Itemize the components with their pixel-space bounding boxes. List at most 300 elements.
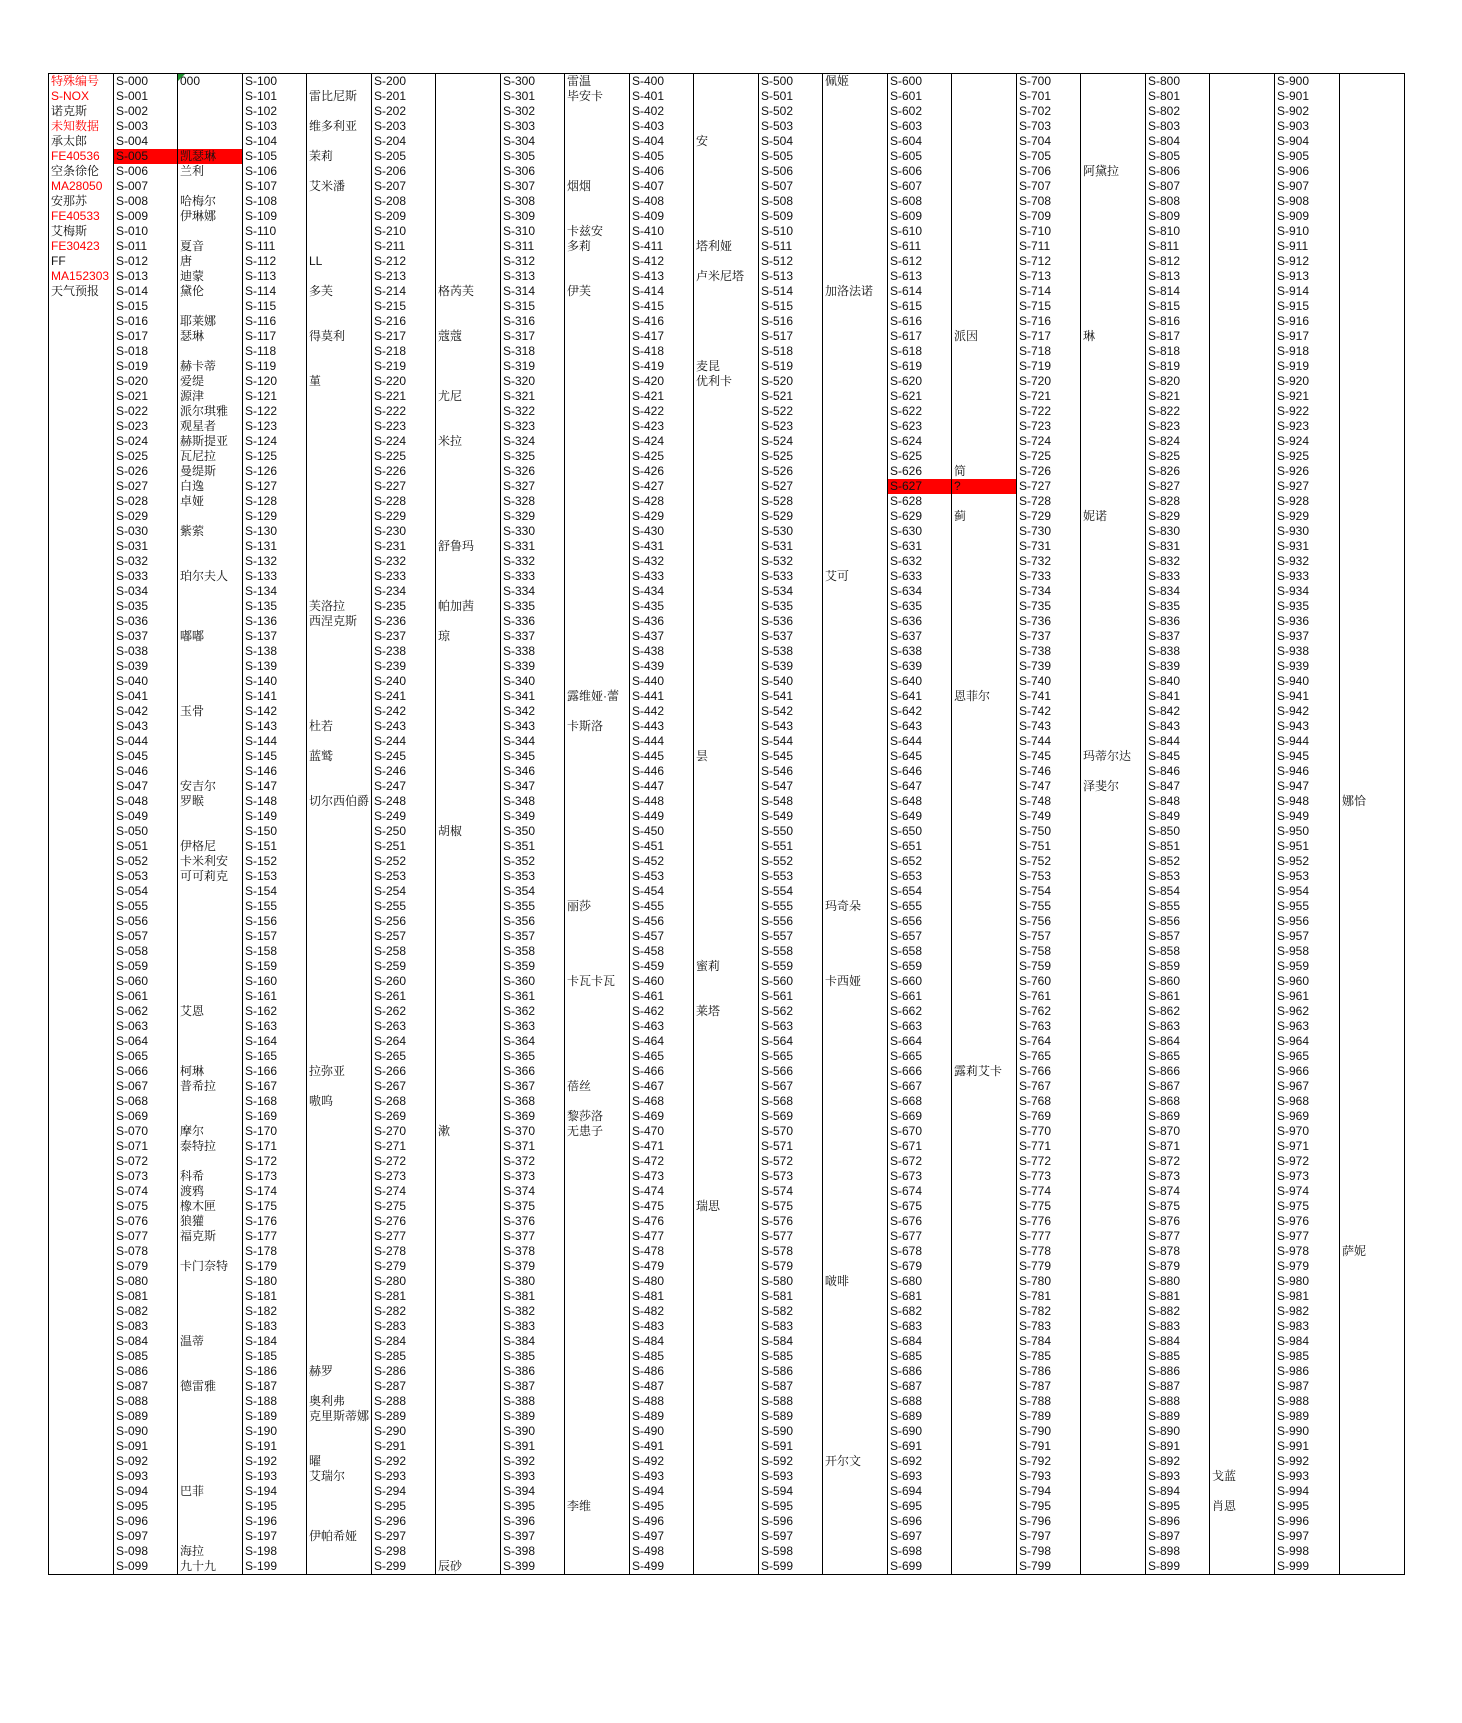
code-id-cell[interactable]: S-123 <box>243 419 307 434</box>
codename-cell[interactable] <box>436 1019 501 1034</box>
codename-cell[interactable] <box>436 1184 501 1199</box>
codename-cell[interactable] <box>1210 419 1275 434</box>
codename-cell[interactable] <box>1210 644 1275 659</box>
code-id-cell[interactable]: S-755 <box>1017 899 1081 914</box>
codename-cell[interactable] <box>178 104 243 119</box>
legend-cell[interactable] <box>49 524 114 539</box>
codename-cell[interactable] <box>694 509 759 524</box>
code-id-cell[interactable]: S-231 <box>372 539 436 554</box>
code-id-cell[interactable]: S-642 <box>888 704 952 719</box>
codename-cell[interactable]: 唐 <box>178 254 243 269</box>
code-id-cell[interactable]: S-415 <box>630 299 694 314</box>
code-id-cell[interactable]: S-247 <box>372 779 436 794</box>
code-id-cell[interactable]: S-719 <box>1017 359 1081 374</box>
codename-cell[interactable] <box>436 374 501 389</box>
code-id-cell[interactable]: S-730 <box>1017 524 1081 539</box>
code-id-cell[interactable]: S-279 <box>372 1259 436 1274</box>
legend-cell[interactable]: FE30423 <box>49 239 114 254</box>
codename-cell[interactable] <box>436 104 501 119</box>
codename-cell[interactable] <box>694 704 759 719</box>
code-id-cell[interactable]: S-026 <box>114 464 178 479</box>
codename-cell[interactable] <box>178 1109 243 1124</box>
code-id-cell[interactable]: S-308 <box>501 194 565 209</box>
code-id-cell[interactable]: S-814 <box>1146 284 1210 299</box>
code-id-cell[interactable]: S-493 <box>630 1469 694 1484</box>
codename-cell[interactable] <box>1340 1499 1405 1514</box>
codename-cell[interactable] <box>1210 569 1275 584</box>
code-id-cell[interactable]: S-245 <box>372 749 436 764</box>
code-id-cell[interactable]: S-670 <box>888 1124 952 1139</box>
codename-cell[interactable] <box>1081 419 1146 434</box>
legend-cell[interactable] <box>49 1124 114 1139</box>
codename-cell[interactable] <box>823 1499 888 1514</box>
codename-cell[interactable] <box>1340 1319 1405 1334</box>
codename-cell[interactable] <box>307 704 372 719</box>
codename-cell[interactable] <box>823 1379 888 1394</box>
code-id-cell[interactable]: S-079 <box>114 1259 178 1274</box>
code-id-cell[interactable]: S-182 <box>243 1304 307 1319</box>
codename-cell[interactable] <box>1340 659 1405 674</box>
codename-cell[interactable] <box>952 119 1017 134</box>
codename-cell[interactable] <box>1340 734 1405 749</box>
code-id-cell[interactable]: S-502 <box>759 104 823 119</box>
code-id-cell[interactable]: S-627 <box>888 479 952 494</box>
codename-cell[interactable] <box>1340 89 1405 104</box>
codename-cell[interactable] <box>1340 1484 1405 1499</box>
codename-cell[interactable] <box>823 944 888 959</box>
code-id-cell[interactable]: S-513 <box>759 269 823 284</box>
codename-cell[interactable] <box>823 599 888 614</box>
codename-cell[interactable] <box>436 194 501 209</box>
code-id-cell[interactable]: S-211 <box>372 239 436 254</box>
codename-cell[interactable] <box>694 164 759 179</box>
code-id-cell[interactable]: S-679 <box>888 1259 952 1274</box>
legend-cell[interactable]: 天气预报 <box>49 284 114 299</box>
codename-cell[interactable] <box>1210 194 1275 209</box>
codename-cell[interactable] <box>952 1364 1017 1379</box>
codename-cell[interactable]: 杜若 <box>307 719 372 734</box>
code-id-cell[interactable]: S-114 <box>243 284 307 299</box>
codename-cell[interactable] <box>1340 1064 1405 1079</box>
legend-cell[interactable] <box>49 1169 114 1184</box>
codename-cell[interactable]: 娜恰 <box>1340 794 1405 809</box>
code-id-cell[interactable]: S-379 <box>501 1259 565 1274</box>
codename-cell[interactable] <box>178 659 243 674</box>
codename-cell[interactable] <box>694 659 759 674</box>
codename-cell[interactable] <box>178 644 243 659</box>
code-id-cell[interactable]: S-469 <box>630 1109 694 1124</box>
codename-cell[interactable] <box>952 1499 1017 1514</box>
code-id-cell[interactable]: S-146 <box>243 764 307 779</box>
code-id-cell[interactable]: S-728 <box>1017 494 1081 509</box>
codename-cell[interactable]: 曼缇斯 <box>178 464 243 479</box>
legend-cell[interactable] <box>49 359 114 374</box>
code-id-cell[interactable]: S-087 <box>114 1379 178 1394</box>
codename-cell[interactable] <box>1210 854 1275 869</box>
code-id-cell[interactable]: S-128 <box>243 494 307 509</box>
code-id-cell[interactable]: S-925 <box>1275 449 1340 464</box>
code-id-cell[interactable]: S-954 <box>1275 884 1340 899</box>
codename-cell[interactable] <box>565 1364 630 1379</box>
codename-cell[interactable] <box>565 1409 630 1424</box>
codename-cell[interactable] <box>178 1094 243 1109</box>
code-id-cell[interactable]: S-990 <box>1275 1424 1340 1439</box>
code-id-cell[interactable]: S-327 <box>501 479 565 494</box>
code-id-cell[interactable]: S-569 <box>759 1109 823 1124</box>
codename-cell[interactable] <box>1340 434 1405 449</box>
code-id-cell[interactable]: S-091 <box>114 1439 178 1454</box>
codename-cell[interactable] <box>178 509 243 524</box>
code-id-cell[interactable]: S-443 <box>630 719 694 734</box>
code-id-cell[interactable]: S-077 <box>114 1229 178 1244</box>
codename-cell[interactable] <box>694 1214 759 1229</box>
codename-cell[interactable] <box>1081 1499 1146 1514</box>
codename-cell[interactable] <box>307 209 372 224</box>
code-id-cell[interactable]: S-422 <box>630 404 694 419</box>
code-id-cell[interactable]: S-778 <box>1017 1244 1081 1259</box>
codename-cell[interactable] <box>1340 899 1405 914</box>
codename-cell[interactable]: 佩姬 <box>823 74 888 90</box>
code-id-cell[interactable]: S-813 <box>1146 269 1210 284</box>
codename-cell[interactable] <box>178 1319 243 1334</box>
codename-cell[interactable]: 泰特拉 <box>178 1139 243 1154</box>
code-id-cell[interactable]: S-269 <box>372 1109 436 1124</box>
codename-cell[interactable] <box>952 359 1017 374</box>
codename-cell[interactable]: 艾米潘 <box>307 179 372 194</box>
codename-cell[interactable] <box>694 224 759 239</box>
legend-cell[interactable] <box>49 1079 114 1094</box>
codename-cell[interactable] <box>1340 1214 1405 1229</box>
legend-cell[interactable] <box>49 674 114 689</box>
code-id-cell[interactable]: S-575 <box>759 1199 823 1214</box>
codename-cell[interactable] <box>952 1184 1017 1199</box>
code-id-cell[interactable]: S-929 <box>1275 509 1340 524</box>
codename-cell[interactable] <box>178 809 243 824</box>
codename-cell[interactable] <box>823 1064 888 1079</box>
codename-cell[interactable]: 辰砂 <box>436 1559 501 1575</box>
code-id-cell[interactable]: S-005 <box>114 149 178 164</box>
code-id-cell[interactable]: S-986 <box>1275 1364 1340 1379</box>
codename-cell[interactable] <box>436 764 501 779</box>
code-id-cell[interactable]: S-250 <box>372 824 436 839</box>
codename-cell[interactable] <box>952 614 1017 629</box>
codename-cell[interactable] <box>1210 944 1275 959</box>
code-id-cell[interactable]: S-111 <box>243 239 307 254</box>
codename-cell[interactable] <box>436 1034 501 1049</box>
code-id-cell[interactable]: S-062 <box>114 1004 178 1019</box>
code-id-cell[interactable]: S-958 <box>1275 944 1340 959</box>
code-id-cell[interactable]: S-902 <box>1275 104 1340 119</box>
code-id-cell[interactable]: S-233 <box>372 569 436 584</box>
codename-cell[interactable] <box>823 839 888 854</box>
code-id-cell[interactable]: S-206 <box>372 164 436 179</box>
codename-cell[interactable] <box>694 1439 759 1454</box>
code-id-cell[interactable]: S-423 <box>630 419 694 434</box>
legend-cell[interactable] <box>49 404 114 419</box>
code-id-cell[interactable]: S-780 <box>1017 1274 1081 1289</box>
codename-cell[interactable] <box>178 1304 243 1319</box>
code-id-cell[interactable]: S-237 <box>372 629 436 644</box>
code-id-cell[interactable]: S-949 <box>1275 809 1340 824</box>
codename-cell[interactable] <box>436 1079 501 1094</box>
codename-cell[interactable] <box>1081 209 1146 224</box>
codename-cell[interactable]: 观星者 <box>178 419 243 434</box>
codename-cell[interactable] <box>1210 794 1275 809</box>
code-id-cell[interactable]: S-543 <box>759 719 823 734</box>
legend-cell[interactable] <box>49 569 114 584</box>
codename-cell[interactable] <box>694 1094 759 1109</box>
code-id-cell[interactable]: S-747 <box>1017 779 1081 794</box>
codename-cell[interactable] <box>1340 419 1405 434</box>
code-id-cell[interactable]: S-525 <box>759 449 823 464</box>
code-id-cell[interactable]: S-151 <box>243 839 307 854</box>
codename-cell[interactable] <box>307 539 372 554</box>
codename-cell[interactable] <box>1340 584 1405 599</box>
code-id-cell[interactable]: S-459 <box>630 959 694 974</box>
code-id-cell[interactable]: S-102 <box>243 104 307 119</box>
code-id-cell[interactable]: S-449 <box>630 809 694 824</box>
code-id-cell[interactable]: S-503 <box>759 119 823 134</box>
codename-cell[interactable] <box>694 389 759 404</box>
codename-cell[interactable] <box>178 1394 243 1409</box>
codename-cell[interactable] <box>436 119 501 134</box>
code-id-cell[interactable]: S-903 <box>1275 119 1340 134</box>
codename-cell[interactable] <box>1210 914 1275 929</box>
code-id-cell[interactable]: S-856 <box>1146 914 1210 929</box>
code-id-cell[interactable]: S-453 <box>630 869 694 884</box>
codename-cell[interactable]: 蓝鹫 <box>307 749 372 764</box>
codename-cell[interactable]: 啵啡 <box>823 1274 888 1289</box>
codename-cell[interactable] <box>436 299 501 314</box>
codename-cell[interactable] <box>823 1169 888 1184</box>
code-id-cell[interactable]: S-361 <box>501 989 565 1004</box>
code-id-cell[interactable]: S-273 <box>372 1169 436 1184</box>
codename-cell[interactable] <box>1081 689 1146 704</box>
code-id-cell[interactable]: S-850 <box>1146 824 1210 839</box>
code-id-cell[interactable]: S-248 <box>372 794 436 809</box>
code-id-cell[interactable]: S-431 <box>630 539 694 554</box>
code-id-cell[interactable]: S-811 <box>1146 239 1210 254</box>
codename-cell[interactable] <box>436 1229 501 1244</box>
legend-cell[interactable]: MA28050 <box>49 179 114 194</box>
codename-cell[interactable] <box>307 464 372 479</box>
codename-cell[interactable] <box>694 1019 759 1034</box>
codename-cell[interactable]: 伊帕希娅 <box>307 1529 372 1544</box>
codename-cell[interactable] <box>565 464 630 479</box>
code-id-cell[interactable]: S-680 <box>888 1274 952 1289</box>
code-id-cell[interactable]: S-176 <box>243 1214 307 1229</box>
codename-cell[interactable] <box>823 734 888 749</box>
code-id-cell[interactable]: S-362 <box>501 1004 565 1019</box>
code-id-cell[interactable]: S-782 <box>1017 1304 1081 1319</box>
code-id-cell[interactable]: S-861 <box>1146 989 1210 1004</box>
codename-cell[interactable] <box>1081 149 1146 164</box>
codename-cell[interactable] <box>178 974 243 989</box>
code-id-cell[interactable]: S-419 <box>630 359 694 374</box>
codename-cell[interactable]: 昙 <box>694 749 759 764</box>
codename-cell[interactable] <box>1081 314 1146 329</box>
codename-cell[interactable] <box>952 434 1017 449</box>
code-id-cell[interactable]: S-585 <box>759 1349 823 1364</box>
codename-cell[interactable] <box>1210 1184 1275 1199</box>
code-id-cell[interactable]: S-638 <box>888 644 952 659</box>
codename-cell[interactable] <box>307 659 372 674</box>
code-id-cell[interactable]: S-658 <box>888 944 952 959</box>
codename-cell[interactable] <box>565 1424 630 1439</box>
code-id-cell[interactable]: S-256 <box>372 914 436 929</box>
code-id-cell[interactable]: S-957 <box>1275 929 1340 944</box>
code-id-cell[interactable]: S-944 <box>1275 734 1340 749</box>
code-id-cell[interactable]: S-130 <box>243 524 307 539</box>
code-id-cell[interactable]: S-222 <box>372 404 436 419</box>
codename-cell[interactable] <box>1210 119 1275 134</box>
legend-cell[interactable] <box>49 974 114 989</box>
code-id-cell[interactable]: S-548 <box>759 794 823 809</box>
code-id-cell[interactable]: S-305 <box>501 149 565 164</box>
codename-cell[interactable]: 戈蓝 <box>1210 1469 1275 1484</box>
code-id-cell[interactable]: S-754 <box>1017 884 1081 899</box>
code-id-cell[interactable]: S-663 <box>888 1019 952 1034</box>
codename-cell[interactable] <box>1340 344 1405 359</box>
codename-cell[interactable]: 肖恩 <box>1210 1499 1275 1514</box>
code-id-cell[interactable]: S-313 <box>501 269 565 284</box>
code-id-cell[interactable]: S-833 <box>1146 569 1210 584</box>
code-id-cell[interactable]: S-737 <box>1017 629 1081 644</box>
code-id-cell[interactable]: S-533 <box>759 569 823 584</box>
code-id-cell[interactable]: S-335 <box>501 599 565 614</box>
legend-cell[interactable]: 未知数据 <box>49 119 114 134</box>
code-id-cell[interactable]: S-646 <box>888 764 952 779</box>
codename-cell[interactable] <box>1210 659 1275 674</box>
code-id-cell[interactable]: S-185 <box>243 1349 307 1364</box>
codename-cell[interactable]: 伊格尼 <box>178 839 243 854</box>
codename-cell[interactable]: 堇 <box>307 374 372 389</box>
code-id-cell[interactable]: S-724 <box>1017 434 1081 449</box>
codename-cell[interactable]: 赫罗 <box>307 1364 372 1379</box>
code-id-cell[interactable]: S-009 <box>114 209 178 224</box>
code-id-cell[interactable]: S-093 <box>114 1469 178 1484</box>
codename-cell[interactable] <box>307 1004 372 1019</box>
codename-cell[interactable] <box>1081 1019 1146 1034</box>
code-id-cell[interactable]: S-824 <box>1146 434 1210 449</box>
codename-cell[interactable] <box>694 584 759 599</box>
codename-cell[interactable]: 蓟 <box>952 509 1017 524</box>
code-id-cell[interactable]: S-188 <box>243 1394 307 1409</box>
codename-cell[interactable]: 兰利 <box>178 164 243 179</box>
codename-cell[interactable] <box>307 1559 372 1575</box>
code-id-cell[interactable]: S-570 <box>759 1124 823 1139</box>
codename-cell[interactable] <box>307 554 372 569</box>
codename-cell[interactable] <box>1340 1079 1405 1094</box>
codename-cell[interactable] <box>823 179 888 194</box>
codename-cell[interactable] <box>1210 1364 1275 1379</box>
codename-cell[interactable] <box>823 1154 888 1169</box>
code-id-cell[interactable]: S-318 <box>501 344 565 359</box>
code-id-cell[interactable]: S-612 <box>888 254 952 269</box>
code-id-cell[interactable]: S-382 <box>501 1304 565 1319</box>
code-id-cell[interactable]: S-485 <box>630 1349 694 1364</box>
codename-cell[interactable] <box>1081 374 1146 389</box>
codename-cell[interactable] <box>694 854 759 869</box>
code-id-cell[interactable]: S-668 <box>888 1094 952 1109</box>
code-id-cell[interactable]: S-454 <box>630 884 694 899</box>
code-id-cell[interactable]: S-395 <box>501 1499 565 1514</box>
codename-cell[interactable] <box>1081 1079 1146 1094</box>
code-id-cell[interactable]: S-893 <box>1146 1469 1210 1484</box>
codename-cell[interactable] <box>952 734 1017 749</box>
codename-cell[interactable] <box>436 524 501 539</box>
code-id-cell[interactable]: S-040 <box>114 674 178 689</box>
codename-cell[interactable] <box>565 1064 630 1079</box>
code-id-cell[interactable]: S-492 <box>630 1454 694 1469</box>
legend-cell[interactable] <box>49 869 114 884</box>
code-id-cell[interactable]: S-675 <box>888 1199 952 1214</box>
code-id-cell[interactable]: S-100 <box>243 74 307 90</box>
code-id-cell[interactable]: S-217 <box>372 329 436 344</box>
code-id-cell[interactable]: S-651 <box>888 839 952 854</box>
codename-cell[interactable]: 派因 <box>952 329 1017 344</box>
code-id-cell[interactable]: S-684 <box>888 1334 952 1349</box>
code-id-cell[interactable]: S-076 <box>114 1214 178 1229</box>
code-id-cell[interactable]: S-444 <box>630 734 694 749</box>
legend-cell[interactable] <box>49 824 114 839</box>
code-id-cell[interactable]: S-187 <box>243 1379 307 1394</box>
code-id-cell[interactable]: S-029 <box>114 509 178 524</box>
legend-cell[interactable] <box>49 1154 114 1169</box>
codename-cell[interactable] <box>1210 1139 1275 1154</box>
codename-cell[interactable]: 摩尔 <box>178 1124 243 1139</box>
code-id-cell[interactable]: S-775 <box>1017 1199 1081 1214</box>
codename-cell[interactable] <box>436 929 501 944</box>
code-id-cell[interactable]: S-094 <box>114 1484 178 1499</box>
code-id-cell[interactable]: S-045 <box>114 749 178 764</box>
codename-cell[interactable] <box>952 1334 1017 1349</box>
code-id-cell[interactable]: S-097 <box>114 1529 178 1544</box>
code-id-cell[interactable]: S-874 <box>1146 1184 1210 1199</box>
code-id-cell[interactable]: S-917 <box>1275 329 1340 344</box>
code-id-cell[interactable]: S-941 <box>1275 689 1340 704</box>
code-id-cell[interactable]: S-434 <box>630 584 694 599</box>
codename-cell[interactable] <box>565 539 630 554</box>
code-id-cell[interactable]: S-275 <box>372 1199 436 1214</box>
code-id-cell[interactable]: S-019 <box>114 359 178 374</box>
codename-cell[interactable] <box>1210 284 1275 299</box>
codename-cell[interactable] <box>694 1529 759 1544</box>
code-id-cell[interactable]: S-919 <box>1275 359 1340 374</box>
legend-cell[interactable] <box>49 299 114 314</box>
codename-cell[interactable] <box>307 944 372 959</box>
code-id-cell[interactable]: S-950 <box>1275 824 1340 839</box>
code-id-cell[interactable]: S-517 <box>759 329 823 344</box>
code-id-cell[interactable]: S-056 <box>114 914 178 929</box>
codename-cell[interactable] <box>1081 1469 1146 1484</box>
code-id-cell[interactable]: S-372 <box>501 1154 565 1169</box>
codename-cell[interactable] <box>1210 1379 1275 1394</box>
code-id-cell[interactable]: S-883 <box>1146 1319 1210 1334</box>
codename-cell[interactable] <box>1081 1379 1146 1394</box>
code-id-cell[interactable]: S-341 <box>501 689 565 704</box>
code-id-cell[interactable]: S-394 <box>501 1484 565 1499</box>
codename-cell[interactable] <box>1210 884 1275 899</box>
codename-cell[interactable] <box>1340 449 1405 464</box>
codename-cell[interactable] <box>1210 719 1275 734</box>
code-id-cell[interactable]: S-174 <box>243 1184 307 1199</box>
codename-cell[interactable] <box>1340 209 1405 224</box>
codename-cell[interactable]: 卢米尼塔 <box>694 269 759 284</box>
codename-cell[interactable] <box>178 1424 243 1439</box>
codename-cell[interactable] <box>952 179 1017 194</box>
codename-cell[interactable] <box>694 1289 759 1304</box>
